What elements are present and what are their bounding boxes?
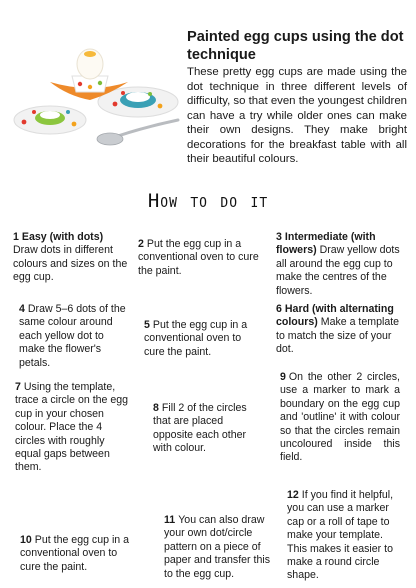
- step-number: 10: [20, 534, 32, 546]
- step-heading: Hard (with alternating colours): [276, 303, 394, 329]
- step-number: 12: [287, 489, 299, 501]
- step-number: 8: [153, 402, 159, 414]
- step-8: [153, 402, 261, 456]
- step-text: Put the egg cup in a conventional oven to cure the paint.: [20, 534, 130, 573]
- step-1: [13, 231, 133, 285]
- step-text: On the other 2 circles, use a marker to mark a boundary on the egg cup and 'outline' it with colour so that the circles remain uncoloured inside this field.: [280, 371, 400, 464]
- step-number: 11: [164, 514, 176, 526]
- step-10: [20, 534, 134, 574]
- step-9: [280, 371, 400, 465]
- step-5: [144, 319, 264, 359]
- step-4: [19, 303, 131, 370]
- step-12: [287, 489, 403, 583]
- step-text: Make a template to match the size of your dot.: [276, 316, 400, 356]
- step-6: [276, 303, 400, 357]
- step-text: Fill 2 of the circles that are placed opposite each other with colour.: [153, 402, 247, 455]
- step-7: [15, 381, 133, 475]
- step-number: 9: [280, 371, 286, 383]
- step-text: You can also draw your own dot/circle pattern on a piece of paper and transfer this to the egg cup.: [164, 514, 270, 580]
- page-title: Painted egg cups using the dot technique: [187, 29, 404, 63]
- step-number: 6: [276, 303, 282, 315]
- step-number: 2: [138, 238, 144, 250]
- egg-cups-photo: [10, 42, 185, 147]
- step-text: Using the template, trace a circle on the egg cup in your chosen colour. Place the 4 circles with roughly equal gaps between them.: [15, 381, 129, 474]
- step-3: [276, 231, 404, 298]
- step-text: Draw dots in different colours and sizes on the egg cup.: [13, 244, 128, 284]
- step-number: 7: [15, 381, 21, 393]
- step-number: 4: [19, 303, 25, 315]
- intro-paragraph: These pretty egg cups are made using the dot technique in three different levels of difficulty, so that even the youngest children can have a try while older ones can make their own designs. They make bright decorations for the breakfast table with all their beautiful colours.: [187, 66, 407, 165]
- step-number: 5: [144, 319, 150, 331]
- step-text: Draw 5–6 dots of the same colour around each yellow dot to make the flower's petals.: [19, 303, 126, 369]
- section-heading: How to do it: [147, 190, 269, 212]
- step-number: 1: [13, 231, 19, 243]
- step-11: [164, 514, 276, 581]
- step-heading: Intermediate (with flowers): [276, 231, 376, 257]
- step-text: Put the egg cup in a conventional oven to cure the paint.: [138, 238, 259, 277]
- step-text: If you find it helpful, you can use a marker cap or a roll of tape to make your template. This makes it easier to make a round circle shape.: [287, 489, 394, 582]
- step-number: 3: [276, 231, 282, 243]
- step-heading: Easy (with dots): [21, 231, 104, 243]
- step-text: Draw yellow dots all around the egg cup to make the centres of the flowers.: [276, 244, 400, 297]
- step-2: [138, 238, 260, 278]
- step-text: Put the egg cup in a conventional oven to cure the paint.: [144, 319, 248, 358]
